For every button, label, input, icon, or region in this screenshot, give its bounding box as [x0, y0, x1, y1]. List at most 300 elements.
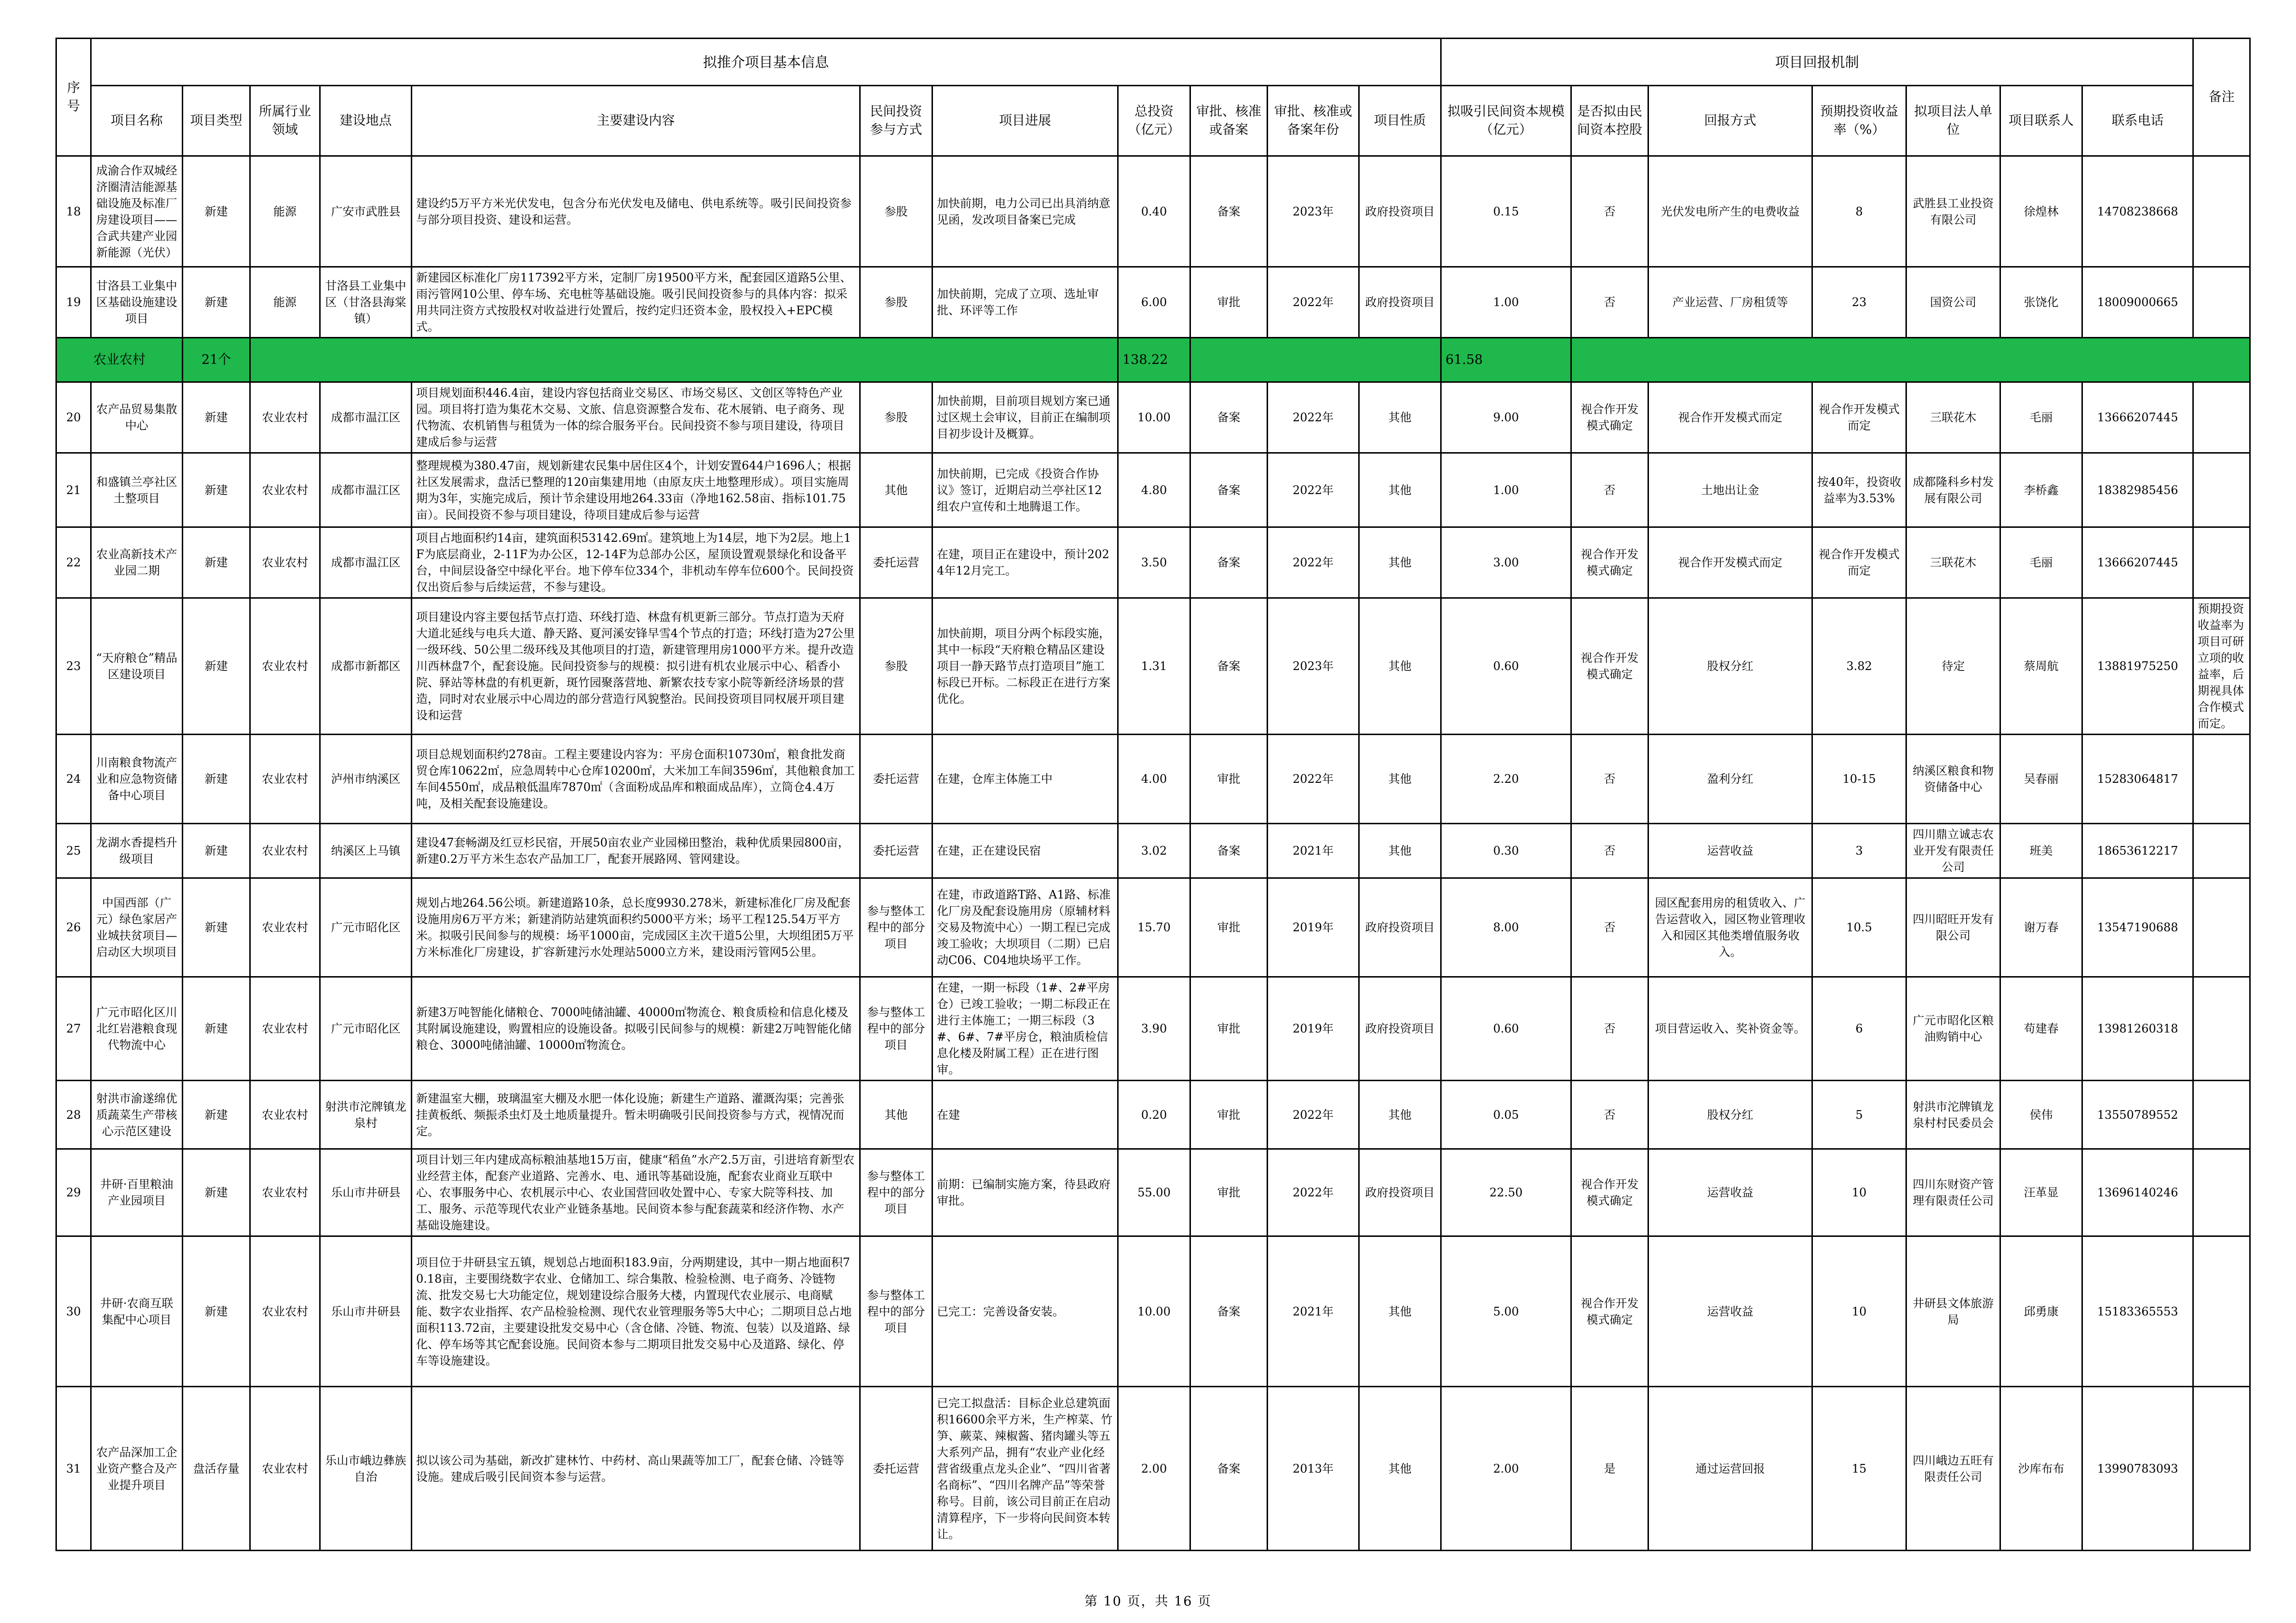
- seq-cell: 24: [56, 735, 91, 824]
- return-method-cell: 盈利分红: [1648, 735, 1812, 824]
- private-control-cell: 否: [1571, 735, 1648, 824]
- approval-type-cell: 审批: [1190, 878, 1268, 977]
- column-header: 民间投资参与方式: [860, 86, 932, 156]
- column-header: 总投资（亿元）: [1118, 86, 1190, 156]
- project-name-cell: 广元市昭化区川北红岩港粮食现代物流中心: [91, 977, 183, 1081]
- approval-year-cell: 2022年: [1268, 267, 1359, 338]
- column-header: 预期投资收益率（%）: [1812, 86, 1906, 156]
- return-method-cell: 土地出让金: [1648, 453, 1812, 527]
- approval-type-cell: 审批: [1190, 977, 1268, 1081]
- participation-mode-cell: 参股: [860, 382, 932, 453]
- approval-type-cell: 审批: [1190, 1081, 1268, 1149]
- project-type-cell: 新建: [183, 1236, 250, 1387]
- expected-yield-cell: 15: [1812, 1387, 1906, 1551]
- header-group-basic: 拟推介项目基本信息: [91, 39, 1441, 86]
- approval-type-cell: 备案: [1190, 382, 1268, 453]
- approval-type-cell: 备案: [1190, 156, 1268, 267]
- industry-cell: 能源: [250, 156, 320, 267]
- project-type-cell: 盘活存量: [183, 1387, 250, 1551]
- contact-person-cell: 毛丽: [2000, 527, 2082, 598]
- category-label: 农业农村: [56, 338, 183, 382]
- seq-cell: 26: [56, 878, 91, 977]
- contact-person-cell: 张饶化: [2000, 267, 2082, 338]
- project-name-cell: 龙湖水香提档升级项目: [91, 824, 183, 878]
- participation-mode-cell: 参与整体工程中的部分项目: [860, 1149, 932, 1236]
- progress-cell: 加快前期，完成了立项、选址审批、环评等工作: [932, 267, 1118, 338]
- location-cell: 乐山市井研县: [320, 1149, 412, 1236]
- category-blank: [1571, 338, 2250, 382]
- location-cell: 甘洛县工业集中区（甘洛县海棠镇）: [320, 267, 412, 338]
- contact-person-cell: 侯伟: [2000, 1081, 2082, 1149]
- approval-type-cell: 备案: [1190, 1387, 1268, 1551]
- private-capital-cell: 3.00: [1441, 527, 1571, 598]
- expected-yield-cell: 10: [1812, 1149, 1906, 1236]
- location-cell: 成都市温江区: [320, 527, 412, 598]
- total-investment-cell: 0.20: [1118, 1081, 1190, 1149]
- project-name-cell: “天府粮仓”精品区建设项目: [91, 598, 183, 735]
- contact-person-cell: 班美: [2000, 824, 2082, 878]
- project-nature-cell: 其他: [1359, 1236, 1441, 1387]
- table-row: [56, 453, 2250, 527]
- return-method-cell: 产业运营、厂房租赁等: [1648, 267, 1812, 338]
- approval-type-cell: 备案: [1190, 824, 1268, 878]
- seq-cell: 28: [56, 1081, 91, 1149]
- column-header: 项目类型: [183, 86, 250, 156]
- project-nature-cell: 政府投资项目: [1359, 156, 1441, 267]
- remark-cell: [2193, 1149, 2250, 1236]
- project-type-cell: 新建: [183, 453, 250, 527]
- content-cell: 项目占地面积约14亩，建筑面积53142.69㎡。建筑地上为14层，地下为2层。地上1F为底层商业，2-11F为办公区，12-14F为总部办公区，屋顶设置观景绿化和设备平台，中间层设备空中绿化平台。地下停车位334个，非机动车停车位600个。民间投资仅出资后参与后续运营，不参与建设。: [412, 527, 860, 598]
- legal-entity-cell: 四川峨边五旺有限责任公司: [1906, 1387, 2000, 1551]
- column-header: 所属行业领域: [250, 86, 320, 156]
- contact-person-cell: 李桥鑫: [2000, 453, 2082, 527]
- expected-yield-cell: 视合作开发模式而定: [1812, 382, 1906, 453]
- project-name-cell: 农产品深加工企业资产整合及产业提升项目: [91, 1387, 183, 1551]
- remark-cell: [2193, 824, 2250, 878]
- private-control-cell: 否: [1571, 824, 1648, 878]
- industry-cell: 农业农村: [250, 1236, 320, 1387]
- participation-mode-cell: 委托运营: [860, 824, 932, 878]
- approval-type-cell: 备案: [1190, 453, 1268, 527]
- content-cell: 项目计划三年内建成高标粮油基地15万亩，健康“稻鱼”水产2.5万亩，引进培育新型农业经营主体，配套产业道路、完善水、电、通讯等基础设施，配套农业商业互联中心、农事服务中心、农机展示中心、农业国营回收处置中心、专家大院等科技、加工、服务、示范等现代农业产业链条基地。民间资本参与配套蔬菜和经济作物、水产基础设施建设。: [412, 1149, 860, 1236]
- progress-cell: 加快前期，目前项目规划方案已通过区规土会审议，目前正在编制项目初步设计及概算。: [932, 382, 1118, 453]
- project-nature-cell: 政府投资项目: [1359, 977, 1441, 1081]
- contact-person-cell: 蔡周航: [2000, 598, 2082, 735]
- private-control-cell: 视合作开发模式确定: [1571, 1149, 1648, 1236]
- project-nature-cell: 其他: [1359, 1081, 1441, 1149]
- seq-cell: 20: [56, 382, 91, 453]
- contact-phone-cell: 18653612217: [2082, 824, 2193, 878]
- return-method-cell: 通过运营回报: [1648, 1387, 1812, 1551]
- seq-cell: 30: [56, 1236, 91, 1387]
- project-type-cell: 新建: [183, 878, 250, 977]
- total-investment-cell: 10.00: [1118, 1236, 1190, 1387]
- total-investment-cell: 4.00: [1118, 735, 1190, 824]
- private-control-cell: 否: [1571, 1081, 1648, 1149]
- approval-type-cell: 备案: [1190, 1236, 1268, 1387]
- column-header: 是否拟由民间资本控股: [1571, 86, 1648, 156]
- column-header: 主要建设内容: [412, 86, 860, 156]
- approval-year-cell: 2021年: [1268, 824, 1359, 878]
- content-cell: 规划占地264.56公顷。新建道路10条，总长度9930.278米，新建标准化厂房及配套设施用房6万平方米；新建消防站建筑面积约5000平方米；场平工程125.54万平方米。拟吸引民间参与的规模：场平1000亩，完成园区主次干道5公里，大坝组团5万平方米标准化厂房建设，扩容新建污水处理站5000立方米，建设雨污管网5公里。: [412, 878, 860, 977]
- content-cell: 建设约5万平方米光伏发电，包含分布光伏发电及储电、供电系统等。吸引民间投资参与部分项目投资、建设和运营。: [412, 156, 860, 267]
- expected-yield-cell: 6: [1812, 977, 1906, 1081]
- expected-yield-cell: 3: [1812, 824, 1906, 878]
- approval-year-cell: 2023年: [1268, 598, 1359, 735]
- category-blank: [1190, 338, 1441, 382]
- approval-year-cell: 2022年: [1268, 453, 1359, 527]
- progress-cell: 在建: [932, 1081, 1118, 1149]
- legal-entity-cell: 纳溪区粮食和物资储备中心: [1906, 735, 2000, 824]
- remark-cell: [2193, 735, 2250, 824]
- project-name-cell: 射洪市渝遂绵优质蔬菜生产带核心示范区建设: [91, 1081, 183, 1149]
- column-header: 联系电话: [2082, 86, 2193, 156]
- column-header: 拟项目法人单位: [1906, 86, 2000, 156]
- approval-year-cell: 2019年: [1268, 977, 1359, 1081]
- return-method-cell: 视合作开发模式而定: [1648, 382, 1812, 453]
- private-capital-cell: 0.30: [1441, 824, 1571, 878]
- approval-year-cell: 2022年: [1268, 1149, 1359, 1236]
- project-type-cell: 新建: [183, 1149, 250, 1236]
- total-investment-cell: 0.40: [1118, 156, 1190, 267]
- legal-entity-cell: 三联花木: [1906, 382, 2000, 453]
- project-nature-cell: 其他: [1359, 382, 1441, 453]
- project-nature-cell: 其他: [1359, 453, 1441, 527]
- table-row: [56, 156, 2250, 267]
- contact-phone-cell: 15183365553: [2082, 1236, 2193, 1387]
- project-nature-cell: 其他: [1359, 824, 1441, 878]
- progress-cell: 在建，项目正在建设中，预计2024年12月完工。: [932, 527, 1118, 598]
- table-row: [56, 878, 2250, 977]
- seq-cell: 25: [56, 824, 91, 878]
- approval-year-cell: 2022年: [1268, 1081, 1359, 1149]
- project-name-cell: 井研·农商互联集配中心项目: [91, 1236, 183, 1387]
- table-row: [56, 598, 2250, 735]
- project-type-cell: 新建: [183, 1081, 250, 1149]
- contact-phone-cell: 13550789552: [2082, 1081, 2193, 1149]
- contact-phone-cell: 13696140246: [2082, 1149, 2193, 1236]
- expected-yield-cell: 23: [1812, 267, 1906, 338]
- contact-phone-cell: 13547190688: [2082, 878, 2193, 977]
- content-cell: 建设47套畅湖及红豆杉民宿，开展50亩农业产业园梯田整治，栽种优质果园800亩，新建0.2万平方米生态农产品加工厂，配套开展路网、管网建设。: [412, 824, 860, 878]
- participation-mode-cell: 参与整体工程中的部分项目: [860, 977, 932, 1081]
- expected-yield-cell: 视合作开发模式而定: [1812, 527, 1906, 598]
- industry-cell: 农业农村: [250, 382, 320, 453]
- table-row: [56, 527, 2250, 598]
- project-name-cell: 农业高新技术产业园二期: [91, 527, 183, 598]
- participation-mode-cell: 参与整体工程中的部分项目: [860, 878, 932, 977]
- total-investment-cell: 3.50: [1118, 527, 1190, 598]
- location-cell: 泸州市纳溪区: [320, 735, 412, 824]
- return-method-cell: 运营收益: [1648, 1236, 1812, 1387]
- participation-mode-cell: 其他: [860, 453, 932, 527]
- contact-person-cell: 沙库布布: [2000, 1387, 2082, 1551]
- total-investment-cell: 2.00: [1118, 1387, 1190, 1551]
- content-cell: 拟以该公司为基础，新改扩建林竹、中药材、高山果蔬等加工厂，配套仓储、冷链等设施。建成后吸引民间资本参与运营。: [412, 1387, 860, 1551]
- contact-phone-cell: 13990783093: [2082, 1387, 2193, 1551]
- total-investment-cell: 4.80: [1118, 453, 1190, 527]
- private-capital-cell: 2.00: [1441, 1387, 1571, 1551]
- project-type-cell: 新建: [183, 527, 250, 598]
- private-control-cell: 否: [1571, 977, 1648, 1081]
- seq-cell: 19: [56, 267, 91, 338]
- location-cell: 成都市新都区: [320, 598, 412, 735]
- contact-person-cell: 汪革显: [2000, 1149, 2082, 1236]
- location-cell: 广安市武胜县: [320, 156, 412, 267]
- expected-yield-cell: 按40年，投资收益率为3.53%: [1812, 453, 1906, 527]
- legal-entity-cell: 三联花木: [1906, 527, 2000, 598]
- project-name-cell: 中国西部（广元）绿色家居产业城扶贫项目—启动区大坝项目: [91, 878, 183, 977]
- seq-cell: 18: [56, 156, 91, 267]
- expected-yield-cell: 8: [1812, 156, 1906, 267]
- project-name-cell: 川南粮食物流产业和应急物资储备中心项目: [91, 735, 183, 824]
- remark-cell: [2193, 1081, 2250, 1149]
- return-method-cell: 股权分红: [1648, 598, 1812, 735]
- column-header: 拟吸引民间资本规模（亿元）: [1441, 86, 1571, 156]
- total-investment-cell: 6.00: [1118, 267, 1190, 338]
- private-capital-cell: 1.00: [1441, 453, 1571, 527]
- private-capital-cell: 1.00: [1441, 267, 1571, 338]
- private-control-cell: 否: [1571, 453, 1648, 527]
- remark-cell: [2193, 1236, 2250, 1387]
- approval-type-cell: 备案: [1190, 598, 1268, 735]
- column-header: 建设地点: [320, 86, 412, 156]
- approval-year-cell: 2013年: [1268, 1387, 1359, 1551]
- industry-cell: 农业农村: [250, 824, 320, 878]
- column-header: 审批、核准或备案年份: [1268, 86, 1359, 156]
- remark-cell: [2193, 156, 2250, 267]
- seq-cell: 31: [56, 1387, 91, 1551]
- approval-type-cell: 审批: [1190, 735, 1268, 824]
- project-name-cell: 井研·百里粮油产业园项目: [91, 1149, 183, 1236]
- participation-mode-cell: 委托运营: [860, 527, 932, 598]
- industry-cell: 农业农村: [250, 878, 320, 977]
- contact-phone-cell: 13666207445: [2082, 382, 2193, 453]
- private-capital-cell: 22.50: [1441, 1149, 1571, 1236]
- location-cell: 成都市温江区: [320, 453, 412, 527]
- participation-mode-cell: 参股: [860, 156, 932, 267]
- contact-person-cell: 徐煌林: [2000, 156, 2082, 267]
- legal-entity-cell: 成都隆科乡村发展有限公司: [1906, 453, 2000, 527]
- seq-cell: 23: [56, 598, 91, 735]
- location-cell: 广元市昭化区: [320, 878, 412, 977]
- private-capital-cell: 8.00: [1441, 878, 1571, 977]
- expected-yield-cell: 10-15: [1812, 735, 1906, 824]
- progress-cell: 在建，正在建设民宿: [932, 824, 1118, 878]
- legal-entity-cell: 四川东财资产管理有限责任公司: [1906, 1149, 2000, 1236]
- project-type-cell: 新建: [183, 598, 250, 735]
- remark-cell: 预期投资收益率为项目可研立项的收益率，后期视具体合作模式而定。: [2193, 598, 2250, 735]
- content-cell: 项目建设内容主要包括节点打造、环线打造、林盘有机更新三部分。节点打造为天府大道北延线与电兵大道、静天路、夏河溪安锋早雪4个节点的打造；环线打造为27公里一级环线、50公里二级环线及其他项目的打造，新建管理用房1000平方米。提升改造川西林盘7个，配套设施。民间投资参与的规模：拟引进有机农业展示中心、稻香小院、驿站等林盘的有机更新，斑竹园聚落营地、新繁农技专家小院等新经济场景的营造，同时对农业展示中心周边的部分营造行风貌整治。民间投资项目同权展开项目建设和运营: [412, 598, 860, 735]
- private-control-cell: 否: [1571, 267, 1648, 338]
- page-footer: 第 10 页，共 16 页: [1084, 1594, 1212, 1609]
- total-investment-cell: 3.90: [1118, 977, 1190, 1081]
- location-cell: 成都市温江区: [320, 382, 412, 453]
- return-method-cell: 园区配套用房的租赁收入、广告运营收入，园区物业管理收入和园区其他类增值服务收入。: [1648, 878, 1812, 977]
- header-seq: 序号: [56, 39, 91, 156]
- private-capital-cell: 2.20: [1441, 735, 1571, 824]
- private-control-cell: 视合作开发模式确定: [1571, 527, 1648, 598]
- contact-person-cell: 谢万春: [2000, 878, 2082, 977]
- participation-mode-cell: 参与整体工程中的部分项目: [860, 1236, 932, 1387]
- project-nature-cell: 其他: [1359, 527, 1441, 598]
- total-investment-cell: 55.00: [1118, 1149, 1190, 1236]
- return-method-cell: 运营收益: [1648, 1149, 1812, 1236]
- project-type-cell: 新建: [183, 382, 250, 453]
- project-nature-cell: 其他: [1359, 598, 1441, 735]
- private-capital-cell: 0.05: [1441, 1081, 1571, 1149]
- approval-type-cell: 审批: [1190, 1149, 1268, 1236]
- contact-person-cell: 邱勇康: [2000, 1236, 2082, 1387]
- private-capital-cell: 0.60: [1441, 598, 1571, 735]
- category-row: [56, 338, 2250, 382]
- project-name-cell: 成渝合作双城经济圈清洁能源基础设施及标准厂房建设项目——合武共建产业园新能源（光伏）: [91, 156, 183, 267]
- remark-cell: [2193, 267, 2250, 338]
- project-type-cell: 新建: [183, 977, 250, 1081]
- contact-phone-cell: 18009000665: [2082, 267, 2193, 338]
- participation-mode-cell: 委托运营: [860, 735, 932, 824]
- legal-entity-cell: 武胜县工业投资有限公司: [1906, 156, 2000, 267]
- approval-year-cell: 2023年: [1268, 156, 1359, 267]
- contact-person-cell: 苟建春: [2000, 977, 2082, 1081]
- seq-cell: 21: [56, 453, 91, 527]
- table-row: [56, 1149, 2250, 1236]
- return-method-cell: 股权分红: [1648, 1081, 1812, 1149]
- legal-entity-cell: 射洪市沱牌镇龙泉村村民委员会: [1906, 1081, 2000, 1149]
- content-cell: 项目规划面积446.4亩，建设内容包括商业交易区、市场交易区、文创区等特色产业园。项目将打造为集花木交易、文旅、信息资源整合发布、花木展销、电子商务、现代物流、农机销售与租赁为一体的综合服务平台。民间投资不参与项目建设，待项目建成后参与运营: [412, 382, 860, 453]
- progress-cell: 在建，仓库主体施工中: [932, 735, 1118, 824]
- private-control-cell: 视合作开发模式确定: [1571, 598, 1648, 735]
- approval-year-cell: 2022年: [1268, 382, 1359, 453]
- industry-cell: 农业农村: [250, 1081, 320, 1149]
- remark-cell: [2193, 453, 2250, 527]
- table-row: [56, 1236, 2250, 1387]
- progress-cell: 已完工：完善设备安装。: [932, 1236, 1118, 1387]
- contact-phone-cell: 13981260318: [2082, 977, 2193, 1081]
- table-row: [56, 267, 2250, 338]
- participation-mode-cell: 参股: [860, 598, 932, 735]
- total-investment-cell: 1.31: [1118, 598, 1190, 735]
- content-cell: 项目位于井研县宝五镇，规划总占地面积183.9亩，分两期建设，其中一期占地面积70.18亩，主要围绕数字农业、仓储加工、综合集散、检验检测、电子商务、冷链物流、批发交易七大功能定位，规划建设综合服务大楼，内置现代农业展示、电商赋能、数字农业指挥、农产品检验检测、现代农业管理服务等5大中心；二期项目总占地面积113.72亩，主要建设批发交易中心（含仓储、冷链、物流、包装）以及道路、绿化、停车场等其它配套设施。民间资本参与二期项目批发交易中心及道路、绿化、停车等设施建设。: [412, 1236, 860, 1387]
- location-cell: 乐山市峨边彝族自治: [320, 1387, 412, 1551]
- expected-yield-cell: 10: [1812, 1236, 1906, 1387]
- industry-cell: 能源: [250, 267, 320, 338]
- approval-type-cell: 审批: [1190, 267, 1268, 338]
- approval-year-cell: 2022年: [1268, 527, 1359, 598]
- remark-cell: [2193, 527, 2250, 598]
- industry-cell: 农业农村: [250, 1149, 320, 1236]
- approval-year-cell: 2021年: [1268, 1236, 1359, 1387]
- progress-cell: 在建，一期一标段（1#、2#平房仓）已竣工验收；一期二标段正在进行主体施工；一期三标段（3#、6#、7#平房仓，粮油质检信息化楼及附属工程）正在进行图审。: [932, 977, 1118, 1081]
- progress-cell: 加快前期，已完成《投资合作协议》签订，近期启动兰亭社区12组农户宣传和土地腾退工作。: [932, 453, 1118, 527]
- private-capital-cell: 0.15: [1441, 156, 1571, 267]
- return-method-cell: 光伏发电所产生的电费收益: [1648, 156, 1812, 267]
- content-cell: 新建园区标准化厂房117392平方米，定制厂房19500平方米，配套园区道路5公里、雨污管网10公里、停车场、充电桩等基础设施。吸引民间投资参与的具体内容：拟采用共同注资方式按股权对收益进行处置后，按约定归还资本金，股权投入+EPC模式。: [412, 267, 860, 338]
- project-nature-cell: 其他: [1359, 735, 1441, 824]
- participation-mode-cell: 参股: [860, 267, 932, 338]
- category-private: 61.58: [1441, 338, 1571, 382]
- private-control-cell: 是: [1571, 1387, 1648, 1551]
- private-capital-cell: 9.00: [1441, 382, 1571, 453]
- contact-phone-cell: 15283064817: [2082, 735, 2193, 824]
- project-type-cell: 新建: [183, 735, 250, 824]
- seq-cell: 27: [56, 977, 91, 1081]
- location-cell: 乐山市井研县: [320, 1236, 412, 1387]
- contact-phone-cell: 13666207445: [2082, 527, 2193, 598]
- content-cell: 新建温室大棚，玻璃温室大棚及水肥一体化设施；新建生产道路、灌溉沟渠；完善张挂黄板纸、频振杀虫灯及土地质量提升。暂未明确吸引民间投资参与方式，视情况而定。: [412, 1081, 860, 1149]
- table-row: [56, 977, 2250, 1081]
- location-cell: 广元市昭化区: [320, 977, 412, 1081]
- project-table: [55, 38, 2251, 1551]
- return-method-cell: 运营收益: [1648, 824, 1812, 878]
- content-cell: 整理规模为380.47亩，规划新建农民集中居住区4个，计划安置644户1696人；根据社区发展需求，盘活已整理的120亩集建用地（由原友庆土地整理形成）。项目实施周期为3年，实施完成后，预计节余建设用地264.33亩（净地162.58亩、指标101.75亩）。民间投资不参与项目建设，待项目建成后参与运营: [412, 453, 860, 527]
- contact-person-cell: 吴春丽: [2000, 735, 2082, 824]
- total-investment-cell: 10.00: [1118, 382, 1190, 453]
- progress-cell: 前期：已编制实施方案，待县政府审批。: [932, 1149, 1118, 1236]
- project-type-cell: 新建: [183, 267, 250, 338]
- table-row: [56, 1387, 2250, 1551]
- column-header: 项目性质: [1359, 86, 1441, 156]
- progress-cell: 在建，市政道路T路、A1路、标准化厂房及配套设施用房（原辅材料交易及物流中心）一期工程已完成竣工验收；大坝项目（二期）已启动C06、C04地块场平工作。: [932, 878, 1118, 977]
- remark-cell: [2193, 1387, 2250, 1551]
- project-nature-cell: 政府投资项目: [1359, 267, 1441, 338]
- seq-cell: 22: [56, 527, 91, 598]
- expected-yield-cell: 10.5: [1812, 878, 1906, 977]
- return-method-cell: 视合作开发模式而定: [1648, 527, 1812, 598]
- legal-entity-cell: 四川鼎立诚志农业开发有限责任公司: [1906, 824, 2000, 878]
- legal-entity-cell: 井研县文体旅游局: [1906, 1236, 2000, 1387]
- remark-cell: [2193, 977, 2250, 1081]
- category-blank: [250, 338, 1118, 382]
- private-control-cell: 否: [1571, 156, 1648, 267]
- total-investment-cell: 15.70: [1118, 878, 1190, 977]
- progress-cell: 加快前期，项目分两个标段实施，其中一标段“天府粮仓精品区建设项目一静天路节点打造项目”施工标段已开标。二标段正在进行方案优化。: [932, 598, 1118, 735]
- private-capital-cell: 5.00: [1441, 1236, 1571, 1387]
- project-name-cell: 农产品贸易集散中心: [91, 382, 183, 453]
- private-control-cell: 否: [1571, 878, 1648, 977]
- industry-cell: 农业农村: [250, 1387, 320, 1551]
- column-header: 项目进展: [932, 86, 1118, 156]
- remark-cell: [2193, 382, 2250, 453]
- legal-entity-cell: 四川昭旺开发有限公司: [1906, 878, 2000, 977]
- content-cell: 项目总规划面积约278亩。工程主要建设内容为：平房仓面积10730㎡，粮食批发商贸仓库10622㎡，应急周转中心仓库10200㎡，大米加工车间3596㎡，其他粮食加工车间4550㎡，成品粮低温库7870㎡（含面粉成品库和粮面成品库），立筒仓4.4万吨，及相关配套设施建设。: [412, 735, 860, 824]
- progress-cell: 已完工拟盘活：目标企业总建筑面积16600余平方米，生产榨菜、竹笋、蕨菜、辣椒酱、猪肉罐头等五大系列产品，拥有“农业产业化经营省级重点龙头企业”、“四川省著名商标”、“四川名牌产品”等荣誉称号。目前，该公司目前正在启动清算程序，下一步将向民间资本转让。: [932, 1387, 1118, 1551]
- approval-year-cell: 2019年: [1268, 878, 1359, 977]
- location-cell: 纳溪区上马镇: [320, 824, 412, 878]
- column-header: 审批、核准或备案: [1190, 86, 1268, 156]
- location-cell: 射洪市沱牌镇龙泉村: [320, 1081, 412, 1149]
- category-count: 21个: [183, 338, 250, 382]
- total-investment-cell: 3.02: [1118, 824, 1190, 878]
- table-row: [56, 824, 2250, 878]
- table-row: [56, 1081, 2250, 1149]
- table-row: [56, 735, 2250, 824]
- contact-phone-cell: 18382985456: [2082, 453, 2193, 527]
- approval-year-cell: 2022年: [1268, 735, 1359, 824]
- column-header: 回报方式: [1648, 86, 1812, 156]
- project-name-cell: 和盛镇兰亭社区土整项目: [91, 453, 183, 527]
- legal-entity-cell: 广元市昭化区粮油购销中心: [1906, 977, 2000, 1081]
- project-type-cell: 新建: [183, 824, 250, 878]
- table-row: [56, 382, 2250, 453]
- project-nature-cell: 政府投资项目: [1359, 878, 1441, 977]
- content-cell: 新建3万吨智能化储粮仓、7000吨储油罐、40000㎡物流仓、粮食质检和信息化楼及其附属设施建设，购置相应的设施设备。拟吸引民间参与的规模：新建2万吨智能化储粮仓、3000吨储油罐、10000㎡物流仓。: [412, 977, 860, 1081]
- industry-cell: 农业农村: [250, 598, 320, 735]
- industry-cell: 农业农村: [250, 527, 320, 598]
- private-capital-cell: 0.60: [1441, 977, 1571, 1081]
- expected-yield-cell: 3.82: [1812, 598, 1906, 735]
- project-type-cell: 新建: [183, 156, 250, 267]
